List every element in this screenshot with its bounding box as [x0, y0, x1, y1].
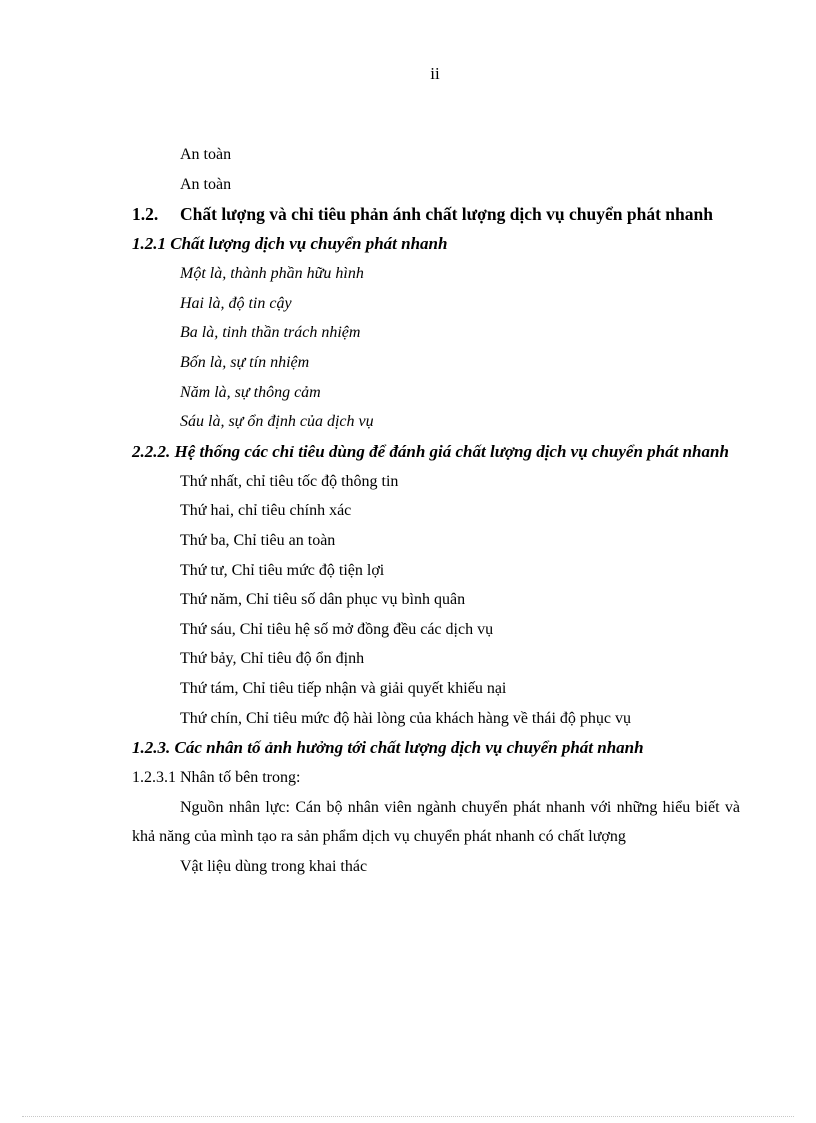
section-number: 1.2. — [132, 204, 159, 225]
document-body — [132, 140, 740, 881]
subsection-list-1-2-1 — [132, 259, 740, 437]
text-line-an-toan-1: An toàn — [180, 146, 232, 163]
list-item: Ba là, tinh thần trách nhiệm — [180, 324, 361, 342]
list-item: Thứ sáu, Chỉ tiêu hệ số mở đồng đều các dịch vụ — [180, 620, 494, 638]
list-item: Thứ tư, Chỉ tiêu mức độ tiện lợi — [180, 561, 385, 579]
sub-subsection-heading-1-2-3-1: 1.2.3.1 Nhân tố bên trong: — [132, 769, 301, 787]
list-item: Bốn là, sự tín nhiệm — [180, 353, 310, 371]
list-item: Sáu là, sự ổn định của dịch vụ — [180, 413, 374, 431]
subsection-heading-2-2-2: 2.2.2. Hệ thống các chỉ tiêu dùng để đánh giá chất lượng dịch vụ chuyển phát nhanh — [132, 441, 729, 461]
subsection-list-2-2-2 — [132, 467, 740, 733]
page-bottom-divider — [22, 1116, 794, 1117]
list-item: Năm là, sự thông cảm — [180, 383, 321, 401]
text-line-materials: Vật liệu dùng trong khai thác — [180, 857, 368, 875]
list-item: Thứ ba, Chỉ tiêu an toàn — [180, 531, 336, 549]
section-heading-1-2 — [132, 199, 740, 229]
list-item: Thứ nhất, chỉ tiêu tốc độ thông tin — [180, 472, 399, 490]
list-item: Một là, thành phần hữu hình — [180, 265, 364, 283]
paragraph-human-resources: Nguồn nhân lực: Cán bộ nhân viên ngành chuyển phát nhanh với những hiểu biết và khả năng của mình tạo ra sản phẩm dịch vụ chuyển phát nhanh có chất lượng — [132, 798, 740, 846]
list-item: Thứ hai, chỉ tiêu chính xác — [180, 502, 352, 520]
section-title: Chất lượng và chỉ tiêu phản ánh chất lượng dịch vụ chuyển phát nhanh — [180, 204, 713, 225]
list-item: Thứ chín, Chỉ tiêu mức độ hài lòng của khách hàng về thái độ phục vụ — [180, 709, 632, 727]
list-item: Thứ năm, Chỉ tiêu số dân phục vụ bình quân — [180, 591, 466, 609]
list-item: Thứ tám, Chỉ tiêu tiếp nhận và giải quyết khiếu nại — [180, 679, 507, 697]
subsection-heading-1-2-3: 1.2.3. Các nhân tố ảnh hưởng tới chất lượng dịch vụ chuyển phát nhanh — [132, 738, 644, 758]
subsection-heading-1-2-1: 1.2.1 Chất lượng dịch vụ chuyển phát nhanh — [132, 234, 448, 254]
list-item: Thứ bảy, Chỉ tiêu độ ổn định — [180, 650, 365, 668]
text-line-an-toan-2: An toàn — [180, 175, 232, 193]
list-item: Hai là, độ tin cậy — [180, 294, 292, 312]
page-number: ii — [430, 64, 440, 83]
